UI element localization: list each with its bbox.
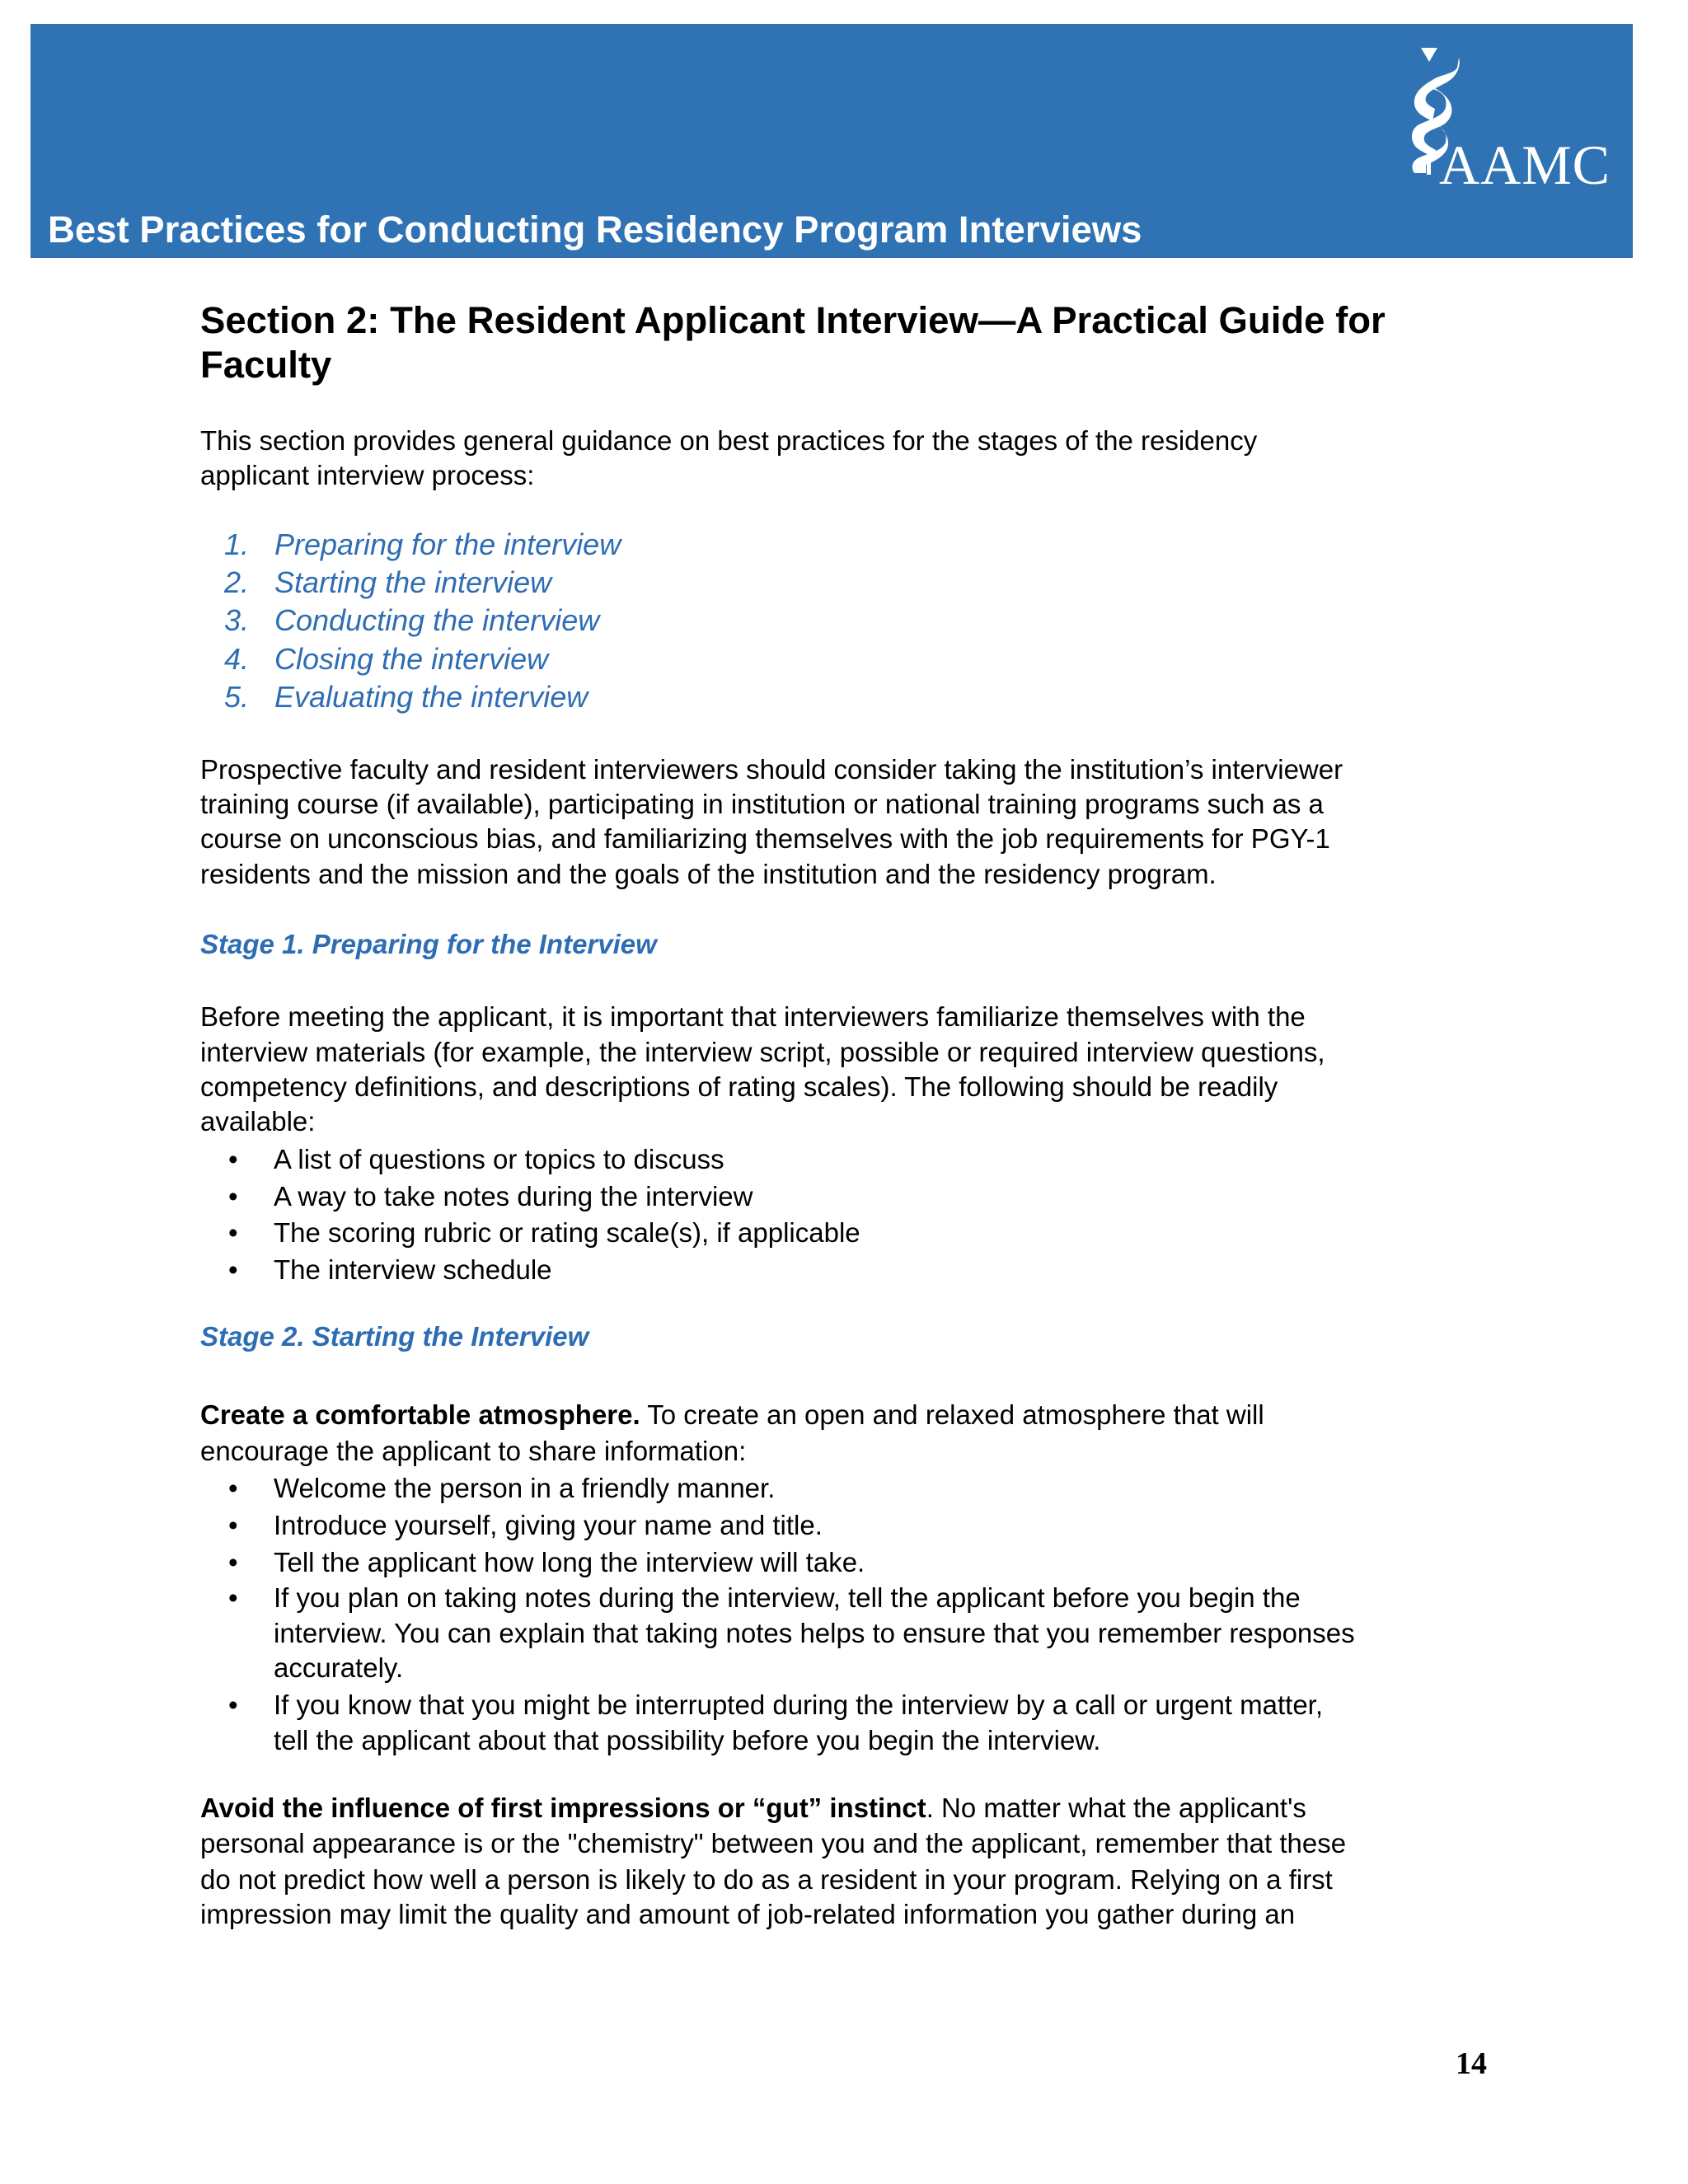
bullet-icon: • — [228, 1217, 238, 1248]
list-number: 4. — [224, 642, 250, 676]
list-label: Starting the interview — [274, 565, 552, 599]
list-item-text: The interview schedule — [274, 1254, 552, 1285]
bold-lead: Create a comfortable atmosphere. — [200, 1399, 640, 1430]
bullet-icon: • — [228, 1473, 238, 1503]
bullet-icon: • — [228, 1181, 238, 1212]
paragraph-line — [200, 1398, 1264, 1432]
paragraph-line: Before meeting the applicant, it is important that interviewers familiarize themselves with the — [200, 1001, 1306, 1032]
paragraph-line: applicant interview process: — [200, 460, 535, 490]
paragraph-line — [200, 1791, 1306, 1825]
list-item-text: Tell the applicant how long the interview will take. — [274, 1547, 865, 1577]
list-item-text: Introduce yourself, giving your name and title. — [274, 1510, 823, 1540]
list-item-text: accurately. — [274, 1652, 404, 1683]
list-item-text: tell the applicant about that possibility before you begin the interview. — [274, 1725, 1101, 1755]
section-heading-line-2: Faculty — [200, 344, 332, 386]
paragraph-line: personal appearance is or the "chemistry" between you and the applicant, remember that these — [200, 1828, 1347, 1858]
bullet-icon: • — [228, 1144, 238, 1174]
list-label: Conducting the interview — [274, 603, 600, 637]
paragraph-text: . No matter what the applicant's — [926, 1793, 1306, 1823]
list-item-text: If you plan on taking notes during the interview, tell the applicant before you begin the — [274, 1582, 1301, 1613]
paragraph-line: impression may limit the quality and amount of job-related information you gather during an — [200, 1899, 1296, 1929]
list-number: 3. — [224, 603, 250, 637]
bullet-icon: • — [228, 1254, 238, 1285]
paragraph-line: Prospective faculty and resident interviewers should consider taking the institution’s interviewer — [200, 754, 1343, 785]
list-number: 2. — [224, 565, 250, 599]
paragraph-line: This section provides general guidance on best practices for the stages of the residency — [200, 425, 1258, 456]
paragraph-line: available: — [200, 1106, 316, 1137]
section-heading-line-1: Section 2: The Resident Applicant Interview—A Practical Guide for — [200, 299, 1386, 341]
paragraph-text: To create an open and relaxed atmosphere that will — [640, 1399, 1264, 1430]
list-label: Evaluating the interview — [274, 680, 588, 714]
bullet-icon: • — [228, 1547, 238, 1577]
paragraph-line: do not predict how well a person is likely to do as a resident in your program. Relying on a first — [200, 1864, 1333, 1895]
list-item-text: If you know that you might be interrupted during the interview by a call or urgent matter, — [274, 1690, 1324, 1720]
stage-1-heading: Stage 1. Preparing for the Interview — [200, 929, 657, 959]
bold-lead: Avoid the influence of first impressions or “gut” instinct — [200, 1793, 926, 1823]
paragraph-line: encourage the applicant to share information: — [200, 1436, 747, 1466]
bullet-icon: • — [228, 1582, 238, 1613]
bullet-icon: • — [228, 1510, 238, 1540]
list-label: Closing the interview — [274, 642, 549, 676]
list-item-text: A way to take notes during the interview — [274, 1181, 753, 1212]
aamc-logo-text: AAMC — [1439, 134, 1611, 196]
section-heading — [200, 298, 1386, 387]
document-title: Best Practices for Conducting Residency Program Interviews — [48, 209, 1142, 251]
list-item-text: The scoring rubric or rating scale(s), if applicable — [274, 1217, 860, 1248]
paragraph-line: training course (if available), participating in institution or national training programs such as a — [200, 789, 1324, 819]
paragraph-line: course on unconscious bias, and familiarizing themselves with the job requirements for PGY-1 — [200, 823, 1330, 854]
paragraph-line: competency definitions, and descriptions of rating scales). The following should be readily — [200, 1071, 1278, 1102]
list-item-text: interview. You can explain that taking notes helps to ensure that you remember responses — [274, 1618, 1355, 1648]
page-number: 14 — [1456, 2046, 1487, 2081]
paragraph-line: interview materials (for example, the interview script, possible or required interview questions, — [200, 1037, 1325, 1067]
stage-2-heading: Stage 2. Starting the Interview — [200, 1321, 589, 1352]
bullet-icon: • — [228, 1690, 238, 1720]
list-item-text: Welcome the person in a friendly manner. — [274, 1473, 776, 1503]
list-number: 5. — [224, 680, 250, 714]
paragraph-line: residents and the mission and the goals of the institution and the residency program. — [200, 859, 1217, 889]
list-label: Preparing for the interview — [274, 527, 621, 561]
list-number: 1. — [224, 527, 250, 561]
list-item-text: A list of questions or topics to discuss — [274, 1144, 724, 1174]
